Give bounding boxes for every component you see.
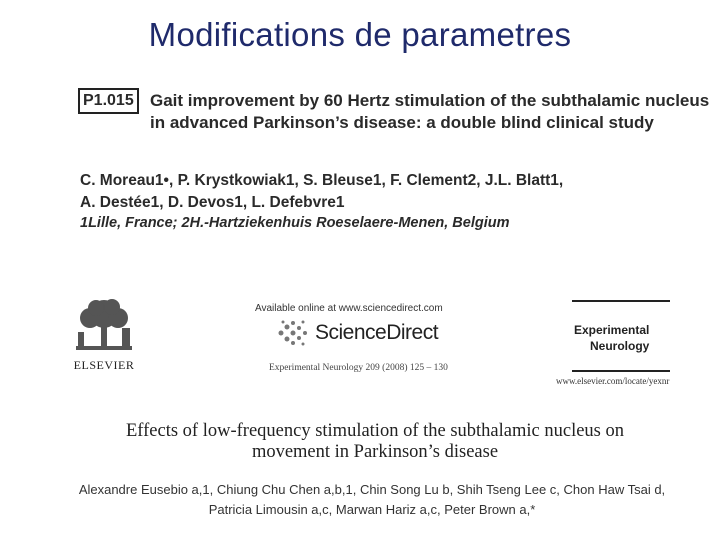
paper-title [90, 421, 660, 463]
journal-citation: Experimental Neurology 209 (2008) 125 – 130 [269, 363, 448, 373]
masthead-bottom-rule [572, 370, 670, 372]
paper-title-line-1: Effects of low-frequency stimulation of the subthalamic nucleus on [126, 421, 624, 441]
journal-name [574, 322, 672, 354]
sciencedirect-name: ScienceDirect [315, 321, 439, 344]
abstract-id-box: P1.015 [78, 88, 139, 114]
abstract-title: Gait improvement by 60 Hertz stimulation of the subthalamic nucleus in advanced Parkinson’s disease: a double blind clinical study [150, 91, 710, 132]
journal-url: www.elsevier.com/locate/yexnr [556, 376, 670, 386]
sciencedirect-block [255, 303, 465, 373]
available-online-text: Available online at www.sciencedirect.com [255, 303, 443, 314]
paper-authors-line-2: Patricia Limousin a,c, Marwan Hariz a,c, Peter Brown a,* [208, 502, 536, 517]
sciencedirect-dots-icon [275, 318, 315, 348]
paper-authors-line-1: Alexandre Eusebio a,1, Chiung Chu Chen a,b,1, Chin Song Lu b, Shih Tseng Lee c, Chon Haw Tsai d, [78, 482, 666, 497]
paper-title-line-2: movement in Parkinson’s disease [251, 442, 499, 462]
masthead-top-rule [572, 300, 670, 302]
paper-authors [62, 480, 682, 520]
slide-title: Modifications de parametres [148, 16, 572, 53]
journal-name-line-1: Experimental [574, 323, 650, 337]
elsevier-tree-icon [70, 298, 138, 356]
elsevier-logo [70, 298, 138, 373]
publisher-name: ELSEVIER [73, 358, 135, 372]
journal-masthead [556, 300, 672, 386]
abstract-affiliations: 1Lille, France; 2H.-Hartziekenhuis Roeselaere-Menen, Belgium [80, 215, 510, 231]
abstract-authors-line-1: C. Moreau1•, P. Krystkowiak1, S. Bleuse1, F. Clement2, J.L. Blatt1, [80, 172, 564, 189]
abstract-authors [80, 170, 700, 214]
abstract-authors-line-2: A. Destée1, D. Devos1, L. Defebvre1 [80, 194, 345, 211]
journal-name-line-2: Neurology [590, 339, 650, 353]
